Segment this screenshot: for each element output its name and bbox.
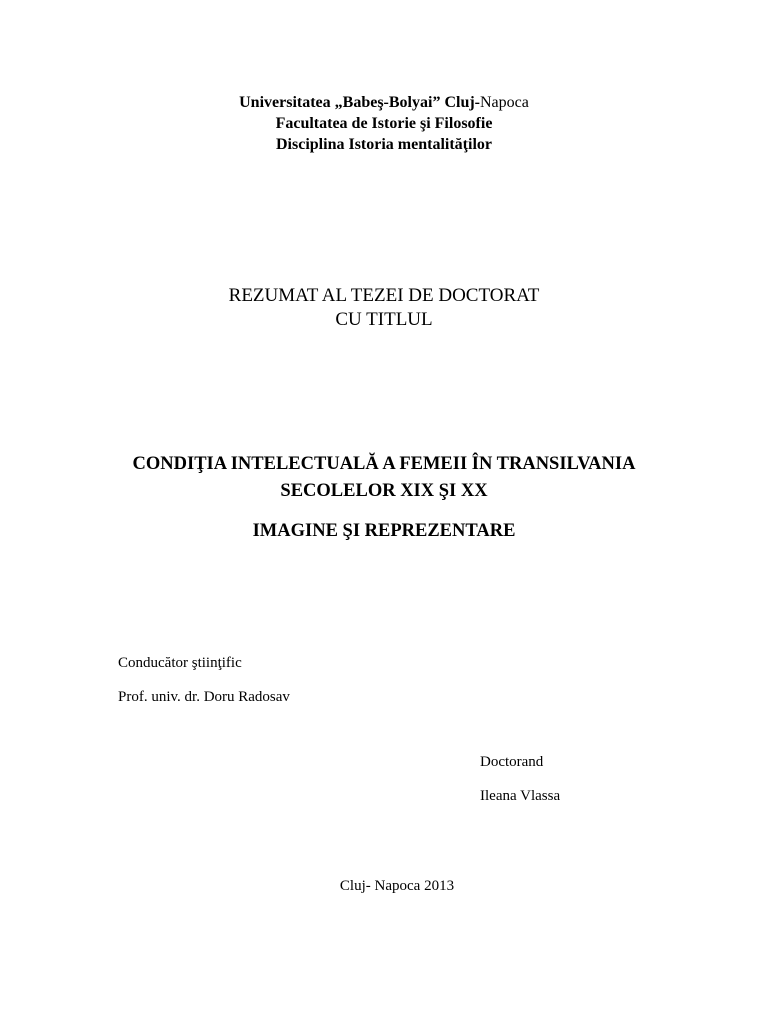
- summary-line-2: CU TITLUL: [335, 309, 433, 330]
- summary-line-1: REZUMAT AL TEZEI DE DOCTORAT: [228, 285, 540, 306]
- thesis-subtitle: IMAGINE ŞI REPREZENTARE: [252, 521, 516, 541]
- candidate-label: Doctorand: [480, 754, 544, 770]
- university-name-bold: Universitatea „Babeş-Bolyai” Cluj-: [239, 94, 480, 111]
- supervisor-name: Prof. univ. dr. Doru Radosav: [118, 689, 290, 705]
- supervisor-label: Conducător ştiinţific: [118, 655, 242, 671]
- summary-heading: [0, 284, 768, 332]
- university-name-city: Napoca: [480, 94, 529, 111]
- discipline-name: Disciplina Istoria mentalităţilor: [276, 136, 492, 153]
- thesis-title-line-1: CONDIŢIA INTELECTUALĂ A FEMEII ÎN TRANSILVANIA: [132, 454, 636, 474]
- faculty-name: Facultatea de Istorie şi Filosofie: [275, 115, 493, 132]
- thesis-title: [0, 451, 768, 505]
- candidate-name: Ileana Vlassa: [480, 788, 561, 804]
- thesis-title-line-2: SECOLELOR XIX ŞI XX: [280, 481, 488, 501]
- university-name: [0, 92, 768, 113]
- institution-header: [0, 92, 768, 155]
- place-and-year: Cluj- Napoca 2013: [339, 878, 455, 894]
